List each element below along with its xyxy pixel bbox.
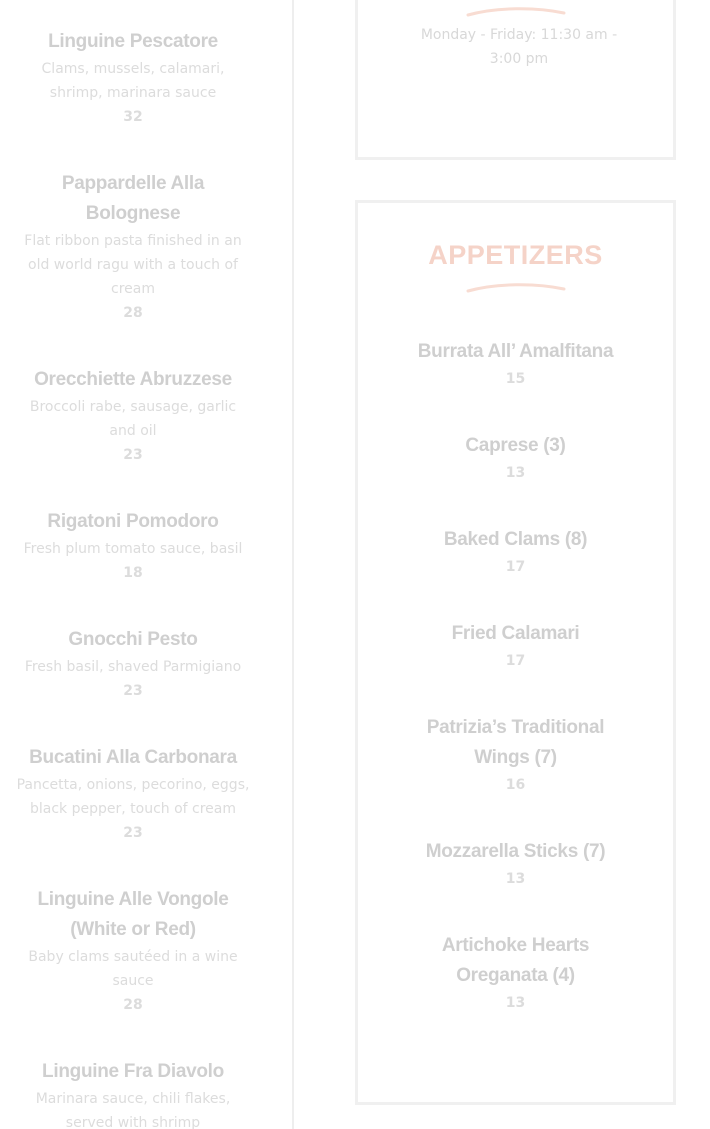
menu-item	[16, 169, 250, 325]
appetizer-name: Caprese (3)	[465, 435, 566, 456]
swoosh-icon	[466, 281, 566, 295]
menu-item-name: Linguine Pescatore	[48, 31, 218, 52]
appetizer-item	[398, 431, 633, 485]
menu-item	[16, 365, 250, 467]
appetizer-price: 13	[505, 871, 526, 887]
menu-item-description: Fresh basil, shaved Parmigiano	[24, 659, 242, 675]
menu-item-price: 23	[123, 825, 143, 841]
menu-item	[16, 507, 250, 585]
appetizer-item	[398, 837, 633, 891]
menu-item-description: Flat ribbon pasta finished in an old world ragu with a touch of cream	[24, 233, 242, 297]
appetizers-box	[355, 200, 676, 1105]
appetizer-price: 16	[505, 777, 526, 793]
menu-item-name: Linguine Alle Vongole (White or Red)	[37, 889, 229, 940]
menu-item-name: Linguine Fra Diavolo	[42, 1061, 224, 1082]
appetizer-item	[398, 525, 633, 579]
appetizer-price: 13	[505, 465, 526, 481]
appetizer-price: 17	[505, 653, 526, 669]
menu-item	[16, 27, 250, 129]
appetizer-name: Fried Calamari	[451, 623, 580, 644]
menu-item	[16, 1057, 250, 1129]
hours-text: Monday - Friday: 11:30 am - 3:00 pm	[420, 27, 618, 67]
menu-item-description: Pancetta, onions, pecorino, eggs, black pepper, touch of cream	[16, 777, 250, 817]
menu-item-price: 28	[123, 997, 143, 1013]
appetizer-name: Baked Clams (8)	[443, 529, 588, 550]
menu-item-price: 28	[123, 305, 143, 321]
menu-item-name: Gnocchi Pesto	[68, 629, 198, 650]
menu-item-name: Bucatini Alla Carbonara	[29, 747, 237, 768]
menu-item	[16, 885, 250, 1017]
appetizer-item	[398, 619, 633, 673]
menu-item	[16, 625, 250, 703]
swoosh-icon	[466, 5, 566, 19]
menu-item-description: Fresh plum tomato sauce, basil	[23, 541, 243, 557]
appetizer-name: Mozzarella Sticks (7)	[425, 841, 606, 862]
menu-item-name: Orecchiette Abruzzese	[34, 369, 232, 390]
appetizer-item	[423, 931, 608, 1015]
appetizer-name: Artichoke Hearts Oreganata (4)	[441, 935, 590, 986]
menu-item-price: 32	[123, 109, 143, 125]
menu-item-price: 23	[123, 447, 143, 463]
appetizer-item	[413, 713, 618, 797]
menu-item-name: Rigatoni Pomodoro	[47, 511, 219, 532]
menu-item-description: Clams, mussels, calamari, shrimp, marinara sauce	[41, 61, 225, 101]
menu-item-price: 23	[123, 683, 143, 699]
hours-box	[355, 0, 676, 160]
menu-item-description: Marinara sauce, chili flakes, served with shrimp	[35, 1091, 231, 1129]
appetizer-item	[398, 337, 633, 391]
pasta-column	[0, 0, 294, 1129]
menu-item-price: 18	[123, 565, 143, 581]
appetizer-name: Patrizia’s Traditional Wings (7)	[426, 717, 605, 768]
appetizer-name: Burrata All’ Amalfitana	[417, 341, 614, 362]
menu-item-name: Pappardelle Alla Bolognese	[61, 173, 205, 224]
menu-item-description: Baby clams sautéed in a wine sauce	[28, 949, 238, 989]
appetizer-price: 17	[505, 559, 526, 575]
menu-item	[16, 743, 250, 845]
section-title: APPETIZERS	[428, 240, 603, 270]
appetizer-price: 13	[505, 995, 526, 1011]
appetizer-price: 15	[505, 371, 526, 387]
menu-item-description: Broccoli rabe, sausage, garlic and oil	[29, 399, 237, 439]
